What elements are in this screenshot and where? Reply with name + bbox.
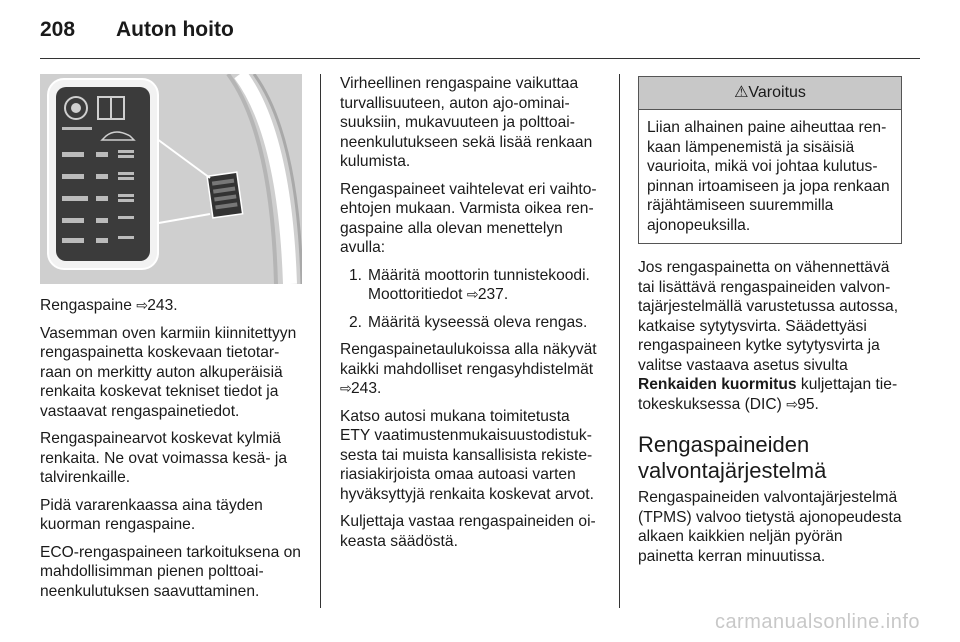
paragraph: Virheellinen rengaspaine vaikuttaa turvallisuuteen, auton ajo-ominaisuuksiin, mukavuuteen ja polttoaineenkulutukseen sekä lisää renkaan kulumista. — [340, 75, 593, 170]
page-reference-icon: ⇨ — [786, 395, 798, 412]
page-header — [40, 18, 234, 48]
warning-header — [639, 77, 901, 110]
step-number: 2. — [348, 313, 362, 331]
paragraph — [638, 258, 902, 414]
paragraph-text: kuljettajan tietokeskuksessa (DIC) — [638, 376, 898, 413]
warning-box — [638, 76, 902, 244]
paragraph: Pidä vararenkaassa aina täyden kuorman rengaspaine. — [40, 496, 263, 533]
paragraph-text: Jos rengaspainetta on vähennettävä tai lisättävä rengaspaineiden valvontajärjestelmällä varustetussa autossa, katkaise sytytysvirta. Säädettyäsi rengaspaineen kytke sytytysvirta ja valitse vastaava asetus sivulta — [638, 259, 899, 374]
step-text-body: Määritä moottorin tunnistekoodi. Moottoritiedot — [368, 266, 590, 303]
page-reference-icon: ⇨ — [136, 297, 148, 313]
watermark: carmanualsonline.info — [714, 611, 920, 633]
page-reference-icon: ⇨ — [340, 380, 352, 396]
warning-triangle-icon: ⚠ — [734, 84, 749, 101]
column-middle — [340, 74, 602, 559]
step-text: Määritä kyseessä oleva rengas. — [368, 313, 588, 331]
paragraph: Rengaspainearvot koskevat kylmiä renkaita. Ne ovat voimassa kesä- ja talvirenkaille. — [40, 430, 288, 486]
column-divider — [619, 74, 620, 608]
menu-reference: Renkaiden kuormitus — [638, 376, 797, 393]
column-left — [40, 74, 302, 609]
section-heading: Rengaspaineiden valvontajärjestelmä — [638, 432, 827, 483]
step-text — [368, 266, 602, 305]
paragraph — [340, 340, 602, 399]
list-item — [340, 266, 602, 305]
page-reference: 243. — [147, 297, 178, 314]
paragraph: ECO-rengaspaineen tarkoituksena on mahdollisimman pienen polttoaineenkulutuksen saavuttaminen. — [40, 543, 301, 600]
paragraph: Kuljettaja vastaa rengaspaineiden oikeasta säädöstä. — [340, 513, 596, 550]
header-rule — [40, 58, 920, 59]
page-reference: 243. — [351, 380, 382, 397]
paragraph: Vasemman oven karmiin kiinnitettyyn rengaspainetta koskevaan tietotarraan on merkitty auton alkuperäisiä renkaita koskevat tekniset tiedot ja vastaavat rengaspainetiedot. — [40, 324, 297, 420]
paragraph: Rengaspaineet vaihtelevat eri vaihtoehtojen mukaan. Varmista oikea rengaspaine alla olevan menettelyn avulla: — [340, 180, 597, 256]
chapter-title: Auton hoito — [116, 18, 234, 41]
paragraph-text: Rengaspaine — [40, 297, 137, 314]
list-item — [340, 313, 602, 333]
column-divider — [320, 74, 321, 608]
page-number: 208 — [40, 18, 76, 41]
tyre-pressure-label-figure — [40, 74, 302, 284]
paragraph: Katso autosi mukana toimitetusta ETY vaatimustenmukaisuustodistuksesta tai muista kansallisista rekisteriasiakirjoista omaa autoasi varten hyväksyttyjä renkaita koskevat arvot. — [340, 407, 594, 503]
warning-title: Varoitus — [748, 84, 806, 101]
page-reference: 95. — [797, 395, 819, 413]
paragraph: Rengaspaineiden valvontajärjestelmä (TPMS) valvoo tietystä ajonopeudesta alkaen kaikkien neljän pyörän painetta kerran minuutissa. — [638, 489, 902, 565]
warning-body: Liian alhainen paine aiheuttaa renkaan lämpenemistä ja sisäisiä vaurioita, mikä voi johtaa kulutuspinnan irtoamiseen ja jopa renkaan räjähtämiseen suuremmilla ajonopeuksilla. — [647, 119, 890, 234]
step-number: 1. — [348, 266, 362, 284]
paragraph — [40, 296, 302, 316]
page-reference: 237. — [477, 286, 509, 303]
paragraph-text: Rengaspainetaulukoissa alla näkyvät kaikki mahdolliset rengasyhdistelmät — [340, 341, 597, 378]
page-reference-icon: ⇨ — [466, 286, 479, 302]
column-right — [638, 74, 902, 574]
steps-list — [340, 266, 602, 333]
door-frame-illustration — [40, 74, 302, 284]
